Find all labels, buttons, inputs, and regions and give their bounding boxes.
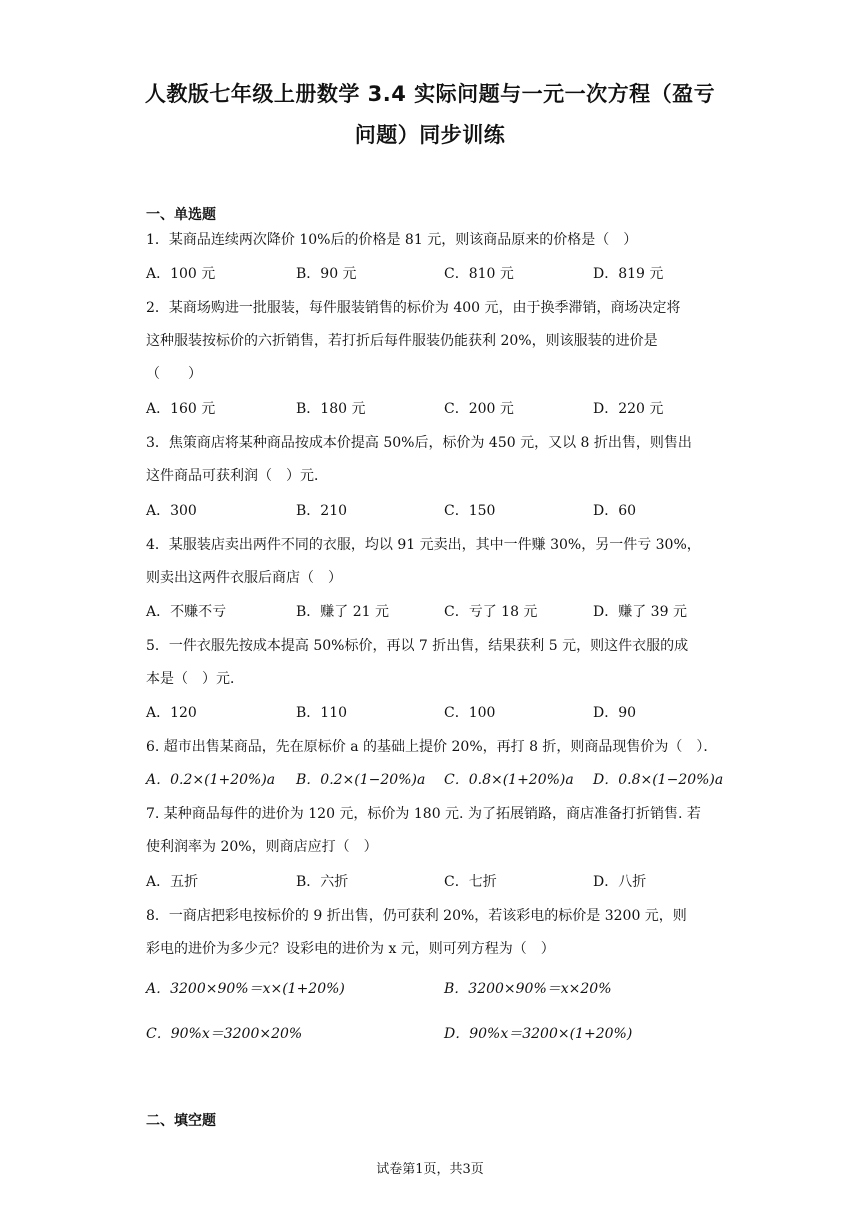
question-4-line-2: 则卖出这两件衣服后商店（ ）	[146, 570, 342, 586]
question-7-option-b: B．六折	[296, 874, 349, 890]
question-2-options	[146, 399, 726, 421]
question-4-option-b: B．赚了 21 元	[296, 604, 390, 620]
question-7-option-d: D．八折	[593, 874, 647, 890]
question-1-option-d: D．819 元	[593, 266, 664, 282]
section-heading-single-choice: 一、单选题	[146, 207, 216, 223]
question-7-option-c: C．七折	[444, 874, 497, 890]
doc-title-line-2: 问题）同步训练	[354, 123, 506, 147]
question-5-option-d: D．90	[593, 705, 637, 721]
question-7-line-2: 使利润率为 20%，则商店应打（ ）	[146, 839, 378, 855]
question-3-options	[146, 501, 726, 523]
question-1-line-1: 1．某商品连续两次降价 10%后的价格是 81 元，则该商品原来的价格是（ ）	[146, 232, 638, 248]
question-6-option-d: D．0.8×(1−20%)a	[593, 772, 724, 788]
section-heading-fill-in: 二、填空题	[146, 1113, 216, 1129]
question-2-line-2: 这种服装按标价的六折销售，若打折后每件服装仍能获利 20%，则该服装的进价是	[146, 333, 658, 349]
question-6-option-a: A．0.2×(1+20%)a	[146, 772, 276, 788]
question-5-option-b: B．110	[296, 705, 348, 721]
question-1-option-c: C．810 元	[444, 266, 514, 282]
question-8-option-a: A．3200×90%＝x×(1+20%)	[146, 981, 345, 997]
question-4-option-c: C．亏了 18 元	[444, 604, 538, 620]
question-3-option-b: B．210	[296, 503, 348, 519]
question-2-line-1: 2．某商场购进一批服装，每件服装销售的标价为 400 元，由于换季滞销，商场决定将	[146, 300, 681, 316]
question-4-options	[146, 602, 726, 624]
question-3-option-d: D．60	[593, 503, 637, 519]
question-5-option-c: C．100	[444, 705, 496, 721]
question-6-option-c: C．0.8×(1+20%)a	[444, 772, 574, 788]
question-1-options	[146, 264, 726, 286]
question-8-line-1: 8．一商店把彩电按标价的 9 折出售，仍可获利 20%，若该彩电的标价是 3200 元，则	[146, 908, 687, 924]
question-8-option-b: B．3200×90%＝x×20%	[444, 981, 612, 997]
question-5-option-a: A．120	[146, 705, 197, 721]
question-8-option-c: C．90%x＝3200×20%	[146, 1026, 303, 1042]
page-footer: 试卷第1页，共3页	[376, 1162, 484, 1177]
question-8-options-row-2	[146, 1024, 726, 1046]
question-7-line-1: 7. 某种商品每件的进价为 120 元，标价为 180 元. 为了拓展销路，商店准备打折销售. 若	[146, 806, 701, 822]
question-4-line-1: 4．某服装店卖出两件不同的衣服，均以 91 元卖出，其中一件赚 30%，另一件亏 30%，	[146, 537, 701, 553]
question-5-line-2: 本是（ ）元．	[146, 671, 244, 687]
question-1-option-a: A．100 元	[146, 266, 216, 282]
question-4-option-d: D．赚了 39 元	[593, 604, 687, 620]
question-6-options	[146, 770, 726, 792]
question-4-option-a: A．不赚不亏	[146, 604, 227, 620]
doc-title-line-1: 人教版七年级上册数学 3.4 实际问题与一元一次方程（盈亏	[144, 82, 716, 106]
question-2-option-d: D．220 元	[593, 401, 664, 417]
question-2-line-3: （ ）	[146, 366, 202, 382]
question-2-option-b: B．180 元	[296, 401, 366, 417]
question-5-line-1: 5．一件衣服先按成本提高 50%标价，再以 7 折出售，结果获利 5 元，则这件衣服的成	[146, 638, 689, 654]
question-1-option-b: B．90 元	[296, 266, 357, 282]
question-8-line-2: 彩电的进价为多少元？设彩电的进价为 x 元，则可列方程为（ ）	[146, 941, 555, 957]
question-8-options-row-1	[146, 979, 726, 1001]
question-7-options	[146, 872, 726, 894]
question-3-line-2: 这件商品可获利润（ ）元．	[146, 468, 328, 484]
question-8-option-d: D．90%x＝3200×(1+20%)	[444, 1026, 633, 1042]
question-3-option-c: C．150	[444, 503, 496, 519]
question-6-line-1: 6. 超市出售某商品，先在原标价 a 的基础上提价 20%，再打 8 折，则商品现售价为（ ）．	[146, 739, 718, 755]
question-3-line-1: 3．焦策商店将某种商品按成本价提高 50%后，标价为 450 元，又以 8 折出售，则售出	[146, 435, 692, 451]
question-3-option-a: A．300	[146, 503, 197, 519]
question-5-options	[146, 703, 726, 725]
question-2-option-a: A．160 元	[146, 401, 216, 417]
question-6-option-b: B．0.2×(1−20%)a	[296, 772, 426, 788]
question-7-option-a: A．五折	[146, 874, 199, 890]
question-2-option-c: C．200 元	[444, 401, 514, 417]
